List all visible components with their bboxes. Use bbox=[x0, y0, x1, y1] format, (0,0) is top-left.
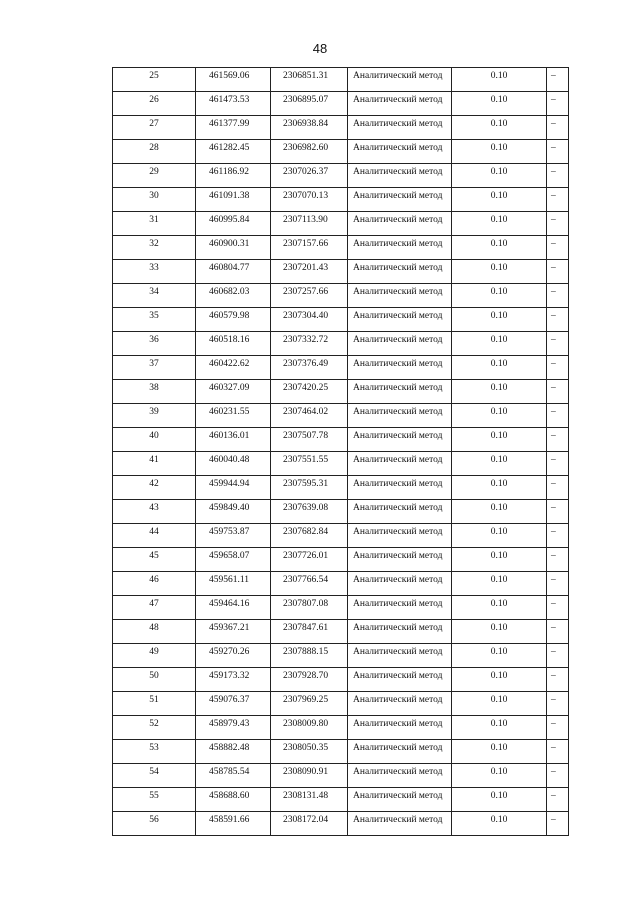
dash-cell: – bbox=[547, 572, 569, 596]
y-coordinate-cell: 2307551.55 bbox=[271, 452, 348, 476]
accuracy-cell: 0.10 bbox=[452, 284, 547, 308]
coordinates-table bbox=[112, 67, 569, 836]
page-number: 48 bbox=[312, 41, 328, 56]
method-cell: Аналитический метод bbox=[348, 788, 452, 812]
table-row bbox=[113, 812, 569, 836]
table-row bbox=[113, 788, 569, 812]
point-number-cell: 41 bbox=[113, 452, 196, 476]
x-coordinate-cell: 459944.94 bbox=[196, 476, 271, 500]
point-number-cell: 36 bbox=[113, 332, 196, 356]
y-coordinate-cell: 2308050.35 bbox=[271, 740, 348, 764]
x-coordinate-cell: 460682.03 bbox=[196, 284, 271, 308]
point-number-cell: 40 bbox=[113, 428, 196, 452]
dash-cell: – bbox=[547, 140, 569, 164]
table-row bbox=[113, 380, 569, 404]
point-number-cell: 52 bbox=[113, 716, 196, 740]
accuracy-cell: 0.10 bbox=[452, 188, 547, 212]
point-number-cell: 46 bbox=[113, 572, 196, 596]
y-coordinate-cell: 2307726.01 bbox=[271, 548, 348, 572]
method-cell: Аналитический метод bbox=[348, 308, 452, 332]
accuracy-cell: 0.10 bbox=[452, 812, 547, 836]
x-coordinate-cell: 459367.21 bbox=[196, 620, 271, 644]
dash-cell: – bbox=[547, 356, 569, 380]
dash-cell: – bbox=[547, 284, 569, 308]
accuracy-cell: 0.10 bbox=[452, 68, 547, 92]
method-cell: Аналитический метод bbox=[348, 236, 452, 260]
accuracy-cell: 0.10 bbox=[452, 404, 547, 428]
table-row bbox=[113, 668, 569, 692]
point-number-cell: 37 bbox=[113, 356, 196, 380]
x-coordinate-cell: 461569.06 bbox=[196, 68, 271, 92]
dash-cell: – bbox=[547, 116, 569, 140]
x-coordinate-cell: 460040.48 bbox=[196, 452, 271, 476]
x-coordinate-cell: 460804.77 bbox=[196, 260, 271, 284]
y-coordinate-cell: 2307507.78 bbox=[271, 428, 348, 452]
point-number-cell: 51 bbox=[113, 692, 196, 716]
table-row bbox=[113, 236, 569, 260]
method-cell: Аналитический метод bbox=[348, 188, 452, 212]
y-coordinate-cell: 2307847.61 bbox=[271, 620, 348, 644]
x-coordinate-cell: 460518.16 bbox=[196, 332, 271, 356]
accuracy-cell: 0.10 bbox=[452, 740, 547, 764]
method-cell: Аналитический метод bbox=[348, 500, 452, 524]
accuracy-cell: 0.10 bbox=[452, 380, 547, 404]
accuracy-cell: 0.10 bbox=[452, 236, 547, 260]
dash-cell: – bbox=[547, 812, 569, 836]
y-coordinate-cell: 2307807.08 bbox=[271, 596, 348, 620]
table-row bbox=[113, 524, 569, 548]
dash-cell: – bbox=[547, 188, 569, 212]
y-coordinate-cell: 2307257.66 bbox=[271, 284, 348, 308]
x-coordinate-cell: 461377.99 bbox=[196, 116, 271, 140]
dash-cell: – bbox=[547, 332, 569, 356]
y-coordinate-cell: 2307113.90 bbox=[271, 212, 348, 236]
x-coordinate-cell: 458591.66 bbox=[196, 812, 271, 836]
method-cell: Аналитический метод bbox=[348, 596, 452, 620]
point-number-cell: 27 bbox=[113, 116, 196, 140]
accuracy-cell: 0.10 bbox=[452, 668, 547, 692]
method-cell: Аналитический метод bbox=[348, 404, 452, 428]
y-coordinate-cell: 2307201.43 bbox=[271, 260, 348, 284]
table-row bbox=[113, 116, 569, 140]
method-cell: Аналитический метод bbox=[348, 548, 452, 572]
dash-cell: – bbox=[547, 740, 569, 764]
table-row bbox=[113, 164, 569, 188]
method-cell: Аналитический метод bbox=[348, 212, 452, 236]
x-coordinate-cell: 460327.09 bbox=[196, 380, 271, 404]
dash-cell: – bbox=[547, 428, 569, 452]
accuracy-cell: 0.10 bbox=[452, 788, 547, 812]
table-row bbox=[113, 620, 569, 644]
accuracy-cell: 0.10 bbox=[452, 644, 547, 668]
y-coordinate-cell: 2307332.72 bbox=[271, 332, 348, 356]
method-cell: Аналитический метод bbox=[348, 380, 452, 404]
table-row bbox=[113, 284, 569, 308]
y-coordinate-cell: 2306938.84 bbox=[271, 116, 348, 140]
method-cell: Аналитический метод bbox=[348, 68, 452, 92]
accuracy-cell: 0.10 bbox=[452, 116, 547, 140]
dash-cell: – bbox=[547, 500, 569, 524]
point-number-cell: 25 bbox=[113, 68, 196, 92]
x-coordinate-cell: 459076.37 bbox=[196, 692, 271, 716]
accuracy-cell: 0.10 bbox=[452, 572, 547, 596]
table-row bbox=[113, 596, 569, 620]
accuracy-cell: 0.10 bbox=[452, 620, 547, 644]
point-number-cell: 55 bbox=[113, 788, 196, 812]
point-number-cell: 31 bbox=[113, 212, 196, 236]
dash-cell: – bbox=[547, 452, 569, 476]
method-cell: Аналитический метод bbox=[348, 284, 452, 308]
method-cell: Аналитический метод bbox=[348, 140, 452, 164]
method-cell: Аналитический метод bbox=[348, 716, 452, 740]
point-number-cell: 42 bbox=[113, 476, 196, 500]
point-number-cell: 28 bbox=[113, 140, 196, 164]
dash-cell: – bbox=[547, 308, 569, 332]
accuracy-cell: 0.10 bbox=[452, 452, 547, 476]
table-row bbox=[113, 452, 569, 476]
table-row bbox=[113, 428, 569, 452]
y-coordinate-cell: 2306982.60 bbox=[271, 140, 348, 164]
dash-cell: – bbox=[547, 236, 569, 260]
y-coordinate-cell: 2307766.54 bbox=[271, 572, 348, 596]
table-row bbox=[113, 740, 569, 764]
y-coordinate-cell: 2307157.66 bbox=[271, 236, 348, 260]
table-row bbox=[113, 548, 569, 572]
table-row bbox=[113, 692, 569, 716]
accuracy-cell: 0.10 bbox=[452, 596, 547, 620]
method-cell: Аналитический метод bbox=[348, 332, 452, 356]
method-cell: Аналитический метод bbox=[348, 812, 452, 836]
y-coordinate-cell: 2308009.80 bbox=[271, 716, 348, 740]
accuracy-cell: 0.10 bbox=[452, 548, 547, 572]
table-row bbox=[113, 476, 569, 500]
dash-cell: – bbox=[547, 668, 569, 692]
x-coordinate-cell: 459849.40 bbox=[196, 500, 271, 524]
y-coordinate-cell: 2306895.07 bbox=[271, 92, 348, 116]
x-coordinate-cell: 460995.84 bbox=[196, 212, 271, 236]
method-cell: Аналитический метод bbox=[348, 116, 452, 140]
dash-cell: – bbox=[547, 788, 569, 812]
method-cell: Аналитический метод bbox=[348, 524, 452, 548]
method-cell: Аналитический метод bbox=[348, 428, 452, 452]
y-coordinate-cell: 2307304.40 bbox=[271, 308, 348, 332]
accuracy-cell: 0.10 bbox=[452, 92, 547, 116]
y-coordinate-cell: 2306851.31 bbox=[271, 68, 348, 92]
dash-cell: – bbox=[547, 164, 569, 188]
y-coordinate-cell: 2307682.84 bbox=[271, 524, 348, 548]
dash-cell: – bbox=[547, 380, 569, 404]
point-number-cell: 35 bbox=[113, 308, 196, 332]
point-number-cell: 33 bbox=[113, 260, 196, 284]
y-coordinate-cell: 2308090.91 bbox=[271, 764, 348, 788]
point-number-cell: 32 bbox=[113, 236, 196, 260]
point-number-cell: 53 bbox=[113, 740, 196, 764]
method-cell: Аналитический метод bbox=[348, 644, 452, 668]
table-row bbox=[113, 500, 569, 524]
point-number-cell: 29 bbox=[113, 164, 196, 188]
dash-cell: – bbox=[547, 260, 569, 284]
method-cell: Аналитический метод bbox=[348, 740, 452, 764]
coordinates-table-body bbox=[113, 68, 569, 836]
y-coordinate-cell: 2308131.48 bbox=[271, 788, 348, 812]
table-row bbox=[113, 260, 569, 284]
y-coordinate-cell: 2307070.13 bbox=[271, 188, 348, 212]
point-number-cell: 26 bbox=[113, 92, 196, 116]
point-number-cell: 45 bbox=[113, 548, 196, 572]
table-row bbox=[113, 92, 569, 116]
point-number-cell: 50 bbox=[113, 668, 196, 692]
x-coordinate-cell: 459561.11 bbox=[196, 572, 271, 596]
y-coordinate-cell: 2307376.49 bbox=[271, 356, 348, 380]
x-coordinate-cell: 461473.53 bbox=[196, 92, 271, 116]
dash-cell: – bbox=[547, 212, 569, 236]
method-cell: Аналитический метод bbox=[348, 620, 452, 644]
y-coordinate-cell: 2307026.37 bbox=[271, 164, 348, 188]
accuracy-cell: 0.10 bbox=[452, 356, 547, 380]
accuracy-cell: 0.10 bbox=[452, 476, 547, 500]
method-cell: Аналитический метод bbox=[348, 572, 452, 596]
dash-cell: – bbox=[547, 524, 569, 548]
y-coordinate-cell: 2307928.70 bbox=[271, 668, 348, 692]
table-row bbox=[113, 404, 569, 428]
point-number-cell: 56 bbox=[113, 812, 196, 836]
table-row bbox=[113, 356, 569, 380]
x-coordinate-cell: 461282.45 bbox=[196, 140, 271, 164]
method-cell: Аналитический метод bbox=[348, 476, 452, 500]
method-cell: Аналитический метод bbox=[348, 164, 452, 188]
x-coordinate-cell: 460422.62 bbox=[196, 356, 271, 380]
point-number-cell: 34 bbox=[113, 284, 196, 308]
table-row bbox=[113, 188, 569, 212]
point-number-cell: 38 bbox=[113, 380, 196, 404]
x-coordinate-cell: 461091.38 bbox=[196, 188, 271, 212]
point-number-cell: 43 bbox=[113, 500, 196, 524]
method-cell: Аналитический метод bbox=[348, 452, 452, 476]
accuracy-cell: 0.10 bbox=[452, 692, 547, 716]
accuracy-cell: 0.10 bbox=[452, 716, 547, 740]
table-row bbox=[113, 68, 569, 92]
point-number-cell: 44 bbox=[113, 524, 196, 548]
accuracy-cell: 0.10 bbox=[452, 308, 547, 332]
table-row bbox=[113, 332, 569, 356]
accuracy-cell: 0.10 bbox=[452, 524, 547, 548]
dash-cell: – bbox=[547, 548, 569, 572]
point-number-cell: 48 bbox=[113, 620, 196, 644]
dash-cell: – bbox=[547, 692, 569, 716]
x-coordinate-cell: 458882.48 bbox=[196, 740, 271, 764]
x-coordinate-cell: 460231.55 bbox=[196, 404, 271, 428]
table-row bbox=[113, 644, 569, 668]
accuracy-cell: 0.10 bbox=[452, 332, 547, 356]
table-row bbox=[113, 140, 569, 164]
accuracy-cell: 0.10 bbox=[452, 164, 547, 188]
y-coordinate-cell: 2308172.04 bbox=[271, 812, 348, 836]
x-coordinate-cell: 460136.01 bbox=[196, 428, 271, 452]
y-coordinate-cell: 2307888.15 bbox=[271, 644, 348, 668]
dash-cell: – bbox=[547, 476, 569, 500]
x-coordinate-cell: 459464.16 bbox=[196, 596, 271, 620]
method-cell: Аналитический метод bbox=[348, 356, 452, 380]
x-coordinate-cell: 460900.31 bbox=[196, 236, 271, 260]
point-number-cell: 47 bbox=[113, 596, 196, 620]
dash-cell: – bbox=[547, 620, 569, 644]
method-cell: Аналитический метод bbox=[348, 668, 452, 692]
x-coordinate-cell: 458785.54 bbox=[196, 764, 271, 788]
y-coordinate-cell: 2307464.02 bbox=[271, 404, 348, 428]
point-number-cell: 49 bbox=[113, 644, 196, 668]
accuracy-cell: 0.10 bbox=[452, 500, 547, 524]
x-coordinate-cell: 458688.60 bbox=[196, 788, 271, 812]
method-cell: Аналитический метод bbox=[348, 92, 452, 116]
table-row bbox=[113, 308, 569, 332]
y-coordinate-cell: 2307639.08 bbox=[271, 500, 348, 524]
x-coordinate-cell: 460579.98 bbox=[196, 308, 271, 332]
accuracy-cell: 0.10 bbox=[452, 140, 547, 164]
table-row bbox=[113, 212, 569, 236]
dash-cell: – bbox=[547, 644, 569, 668]
y-coordinate-cell: 2307595.31 bbox=[271, 476, 348, 500]
x-coordinate-cell: 461186.92 bbox=[196, 164, 271, 188]
x-coordinate-cell: 458979.43 bbox=[196, 716, 271, 740]
point-number-cell: 39 bbox=[113, 404, 196, 428]
table-row bbox=[113, 764, 569, 788]
table-row bbox=[113, 716, 569, 740]
dash-cell: – bbox=[547, 596, 569, 620]
method-cell: Аналитический метод bbox=[348, 692, 452, 716]
dash-cell: – bbox=[547, 764, 569, 788]
accuracy-cell: 0.10 bbox=[452, 212, 547, 236]
x-coordinate-cell: 459658.07 bbox=[196, 548, 271, 572]
accuracy-cell: 0.10 bbox=[452, 260, 547, 284]
table-row bbox=[113, 572, 569, 596]
dash-cell: – bbox=[547, 68, 569, 92]
method-cell: Аналитический метод bbox=[348, 260, 452, 284]
accuracy-cell: 0.10 bbox=[452, 764, 547, 788]
point-number-cell: 30 bbox=[113, 188, 196, 212]
point-number-cell: 54 bbox=[113, 764, 196, 788]
method-cell: Аналитический метод bbox=[348, 764, 452, 788]
y-coordinate-cell: 2307969.25 bbox=[271, 692, 348, 716]
dash-cell: – bbox=[547, 404, 569, 428]
x-coordinate-cell: 459173.32 bbox=[196, 668, 271, 692]
dash-cell: – bbox=[547, 716, 569, 740]
x-coordinate-cell: 459270.26 bbox=[196, 644, 271, 668]
dash-cell: – bbox=[547, 92, 569, 116]
x-coordinate-cell: 459753.87 bbox=[196, 524, 271, 548]
accuracy-cell: 0.10 bbox=[452, 428, 547, 452]
y-coordinate-cell: 2307420.25 bbox=[271, 380, 348, 404]
